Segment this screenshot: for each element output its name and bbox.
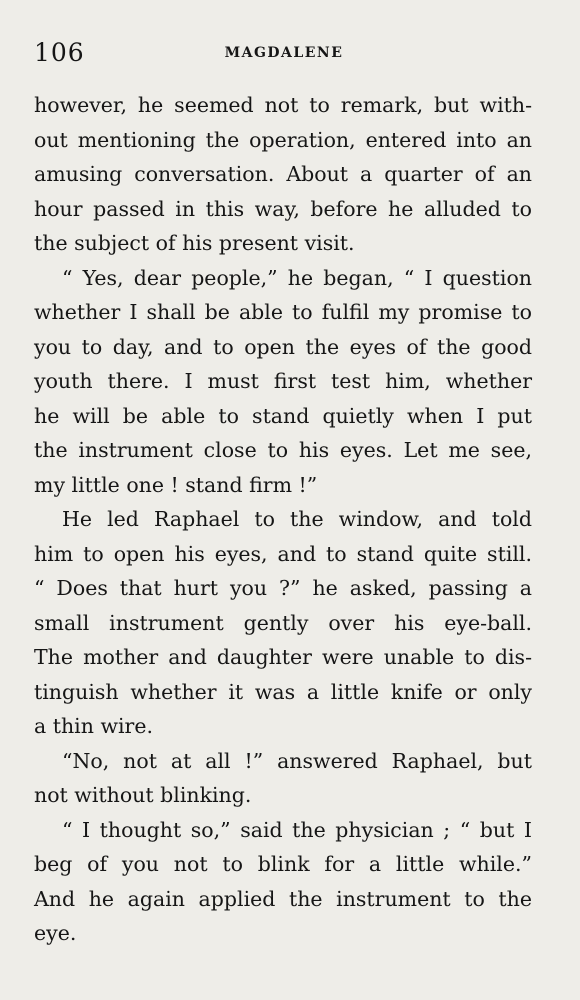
running-head bbox=[34, 38, 534, 78]
text-line: He led Raphael to the window, and told bbox=[62, 507, 532, 531]
text-line: you to day, and to open the eyes of the good bbox=[34, 334, 532, 359]
text-line: the instrument close to his eyes. Let me see, bbox=[34, 438, 532, 462]
text-line: hour passed in this way, before he alluded to bbox=[34, 196, 532, 221]
text-line: not without blinking. bbox=[34, 783, 252, 807]
text-line: “ I thought so,” said the physician ; “ but I bbox=[62, 817, 532, 842]
text-line: “No, not at all !” answered Raphael, but bbox=[62, 748, 532, 773]
running-title: MAGDALENE bbox=[224, 45, 344, 61]
text-line: “ Does that hurt you ?” he asked, passing a bbox=[34, 576, 532, 600]
page-number: 106 bbox=[34, 38, 85, 67]
text-line: tinguish whether it was a little knife or only bbox=[34, 679, 532, 704]
text-line: whether I shall be able to fulfil my promise to bbox=[34, 300, 532, 324]
text-line: The mother and daughter were unable to dis- bbox=[34, 645, 532, 669]
text-line: eye. bbox=[34, 921, 77, 945]
text-line: And he again applied the instrument to the bbox=[34, 886, 532, 911]
text-line: a thin wire. bbox=[34, 714, 154, 738]
body-text bbox=[34, 88, 532, 951]
text-line: youth there. I must first test him, whether bbox=[34, 369, 532, 393]
text-line: my little one ! stand firm !” bbox=[34, 472, 318, 497]
text-line: him to open his eyes, and to stand quite still. bbox=[34, 541, 532, 566]
text-line: “ Yes, dear people,” he began, “ I question bbox=[62, 265, 532, 290]
text-line: out mentioning the operation, entered into an bbox=[34, 127, 532, 152]
text-line: he will be able to stand quietly when I put bbox=[34, 403, 532, 428]
text-line: amusing conversation. About a quarter of an bbox=[34, 162, 532, 186]
text-line: small instrument gently over his eye-ball. bbox=[34, 610, 532, 635]
text-line: however, he seemed not to remark, but with- bbox=[34, 93, 532, 117]
text-line: beg of you not to blink for a little while.” bbox=[34, 852, 532, 876]
text-line: the subject of his present visit. bbox=[34, 231, 355, 255]
